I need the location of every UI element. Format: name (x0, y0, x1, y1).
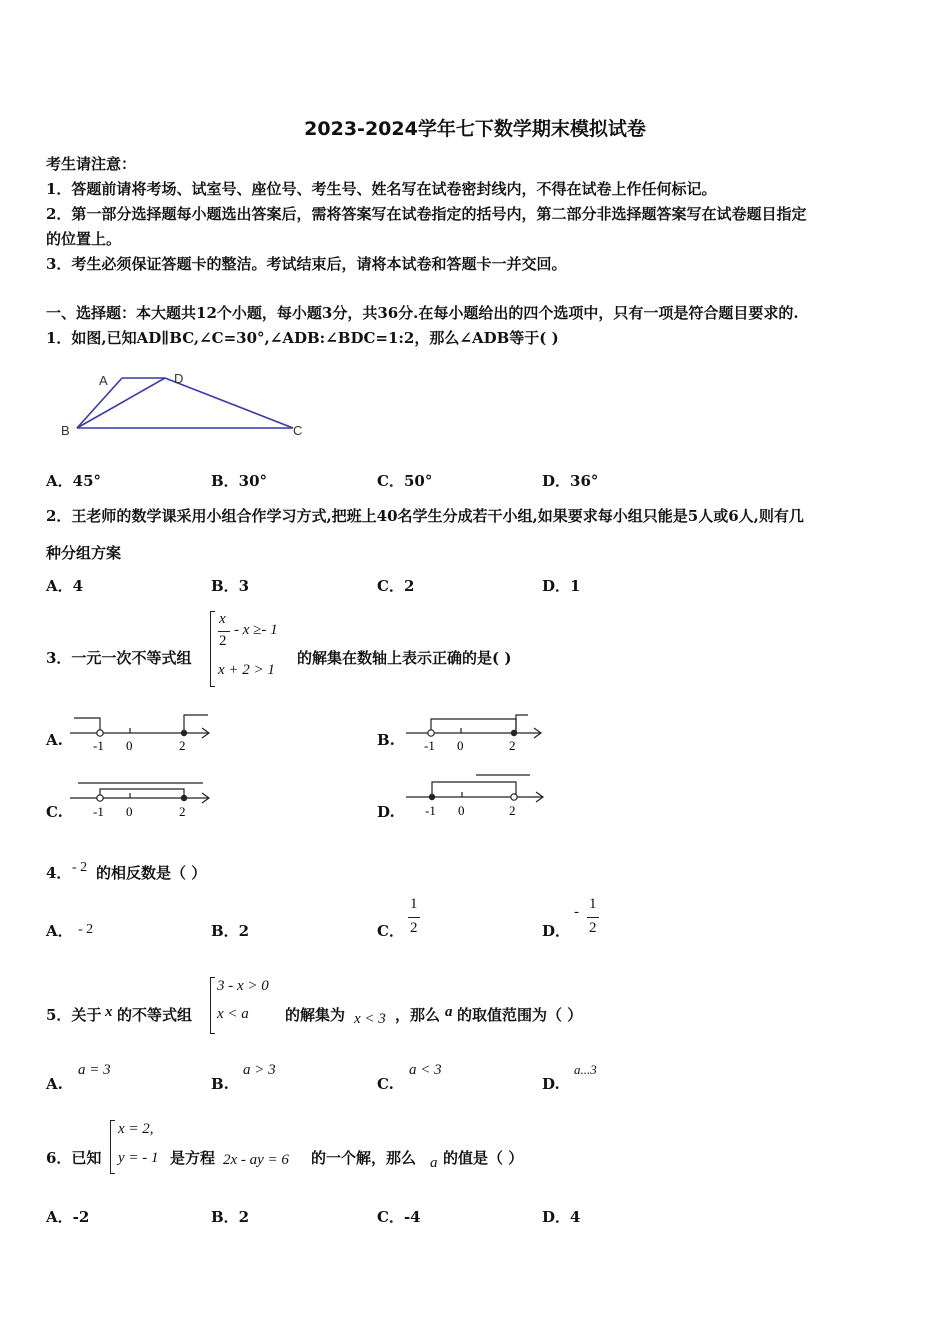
q3-option-c-letter[interactable]: C. (46, 803, 63, 821)
q1-option-b[interactable]: B．30° (211, 472, 268, 490)
q4-option-b[interactable]: B．2 (211, 922, 250, 940)
label-b: B (61, 423, 70, 438)
q5-solution: x < 3 (354, 1011, 386, 1027)
q6-stem-mid: 是方程 (170, 1149, 216, 1167)
q5-stem-tail: 的取值范围为（ ） (457, 1006, 583, 1024)
q2-option-a[interactable]: A．4 (46, 577, 84, 595)
q4-option-d-bar (587, 917, 599, 918)
q5-option-b-value[interactable]: a > 3 (243, 1062, 276, 1078)
svg-text:2: 2 (509, 738, 516, 753)
q3-option-d-letter[interactable]: D. (377, 803, 395, 821)
q6-option-c[interactable]: C．-4 (377, 1208, 421, 1226)
q4-option-c[interactable]: C． (377, 922, 404, 940)
q3-stem-suffix: 的解集在数轴上表示正确的是( ) (297, 649, 512, 667)
q3-option-b-letter[interactable]: B. (377, 731, 395, 749)
label-d: D (174, 371, 184, 386)
svg-text:-1: -1 (93, 738, 104, 753)
q5-option-d-value[interactable]: a...3 (574, 1062, 597, 1077)
q3-option-a-numberline[interactable] (68, 710, 218, 756)
svg-text:2: 2 (509, 803, 516, 818)
q4-stem: 的相反数是（ ） (96, 864, 207, 882)
q2-option-b[interactable]: B．3 (211, 577, 250, 595)
q4-option-d-num[interactable]: 1 (589, 896, 597, 912)
svg-text:0: 0 (458, 803, 465, 818)
q6-system-row1: x = 2, (118, 1121, 154, 1137)
label-a: A (99, 373, 108, 388)
q2-option-d[interactable]: D．1 (542, 577, 581, 595)
q5-solution-label: 的解集为 (285, 1006, 346, 1024)
q1-figure (55, 368, 315, 440)
q6-stem-mid2: 的一个解，那么 (311, 1149, 417, 1167)
q3-option-b-numberline[interactable] (398, 710, 548, 756)
q5-var-a: a (445, 1004, 453, 1020)
q4-option-c-den[interactable]: 2 (410, 920, 418, 936)
q5-option-a-value[interactable]: a = 3 (78, 1062, 111, 1078)
q5-option-d[interactable]: D. (542, 1075, 560, 1093)
q6-var-a: a (430, 1155, 438, 1171)
svg-text:0: 0 (457, 738, 464, 753)
q4-option-c-bar (408, 917, 420, 918)
q4-option-a-value[interactable]: - 2 (78, 922, 94, 937)
q5-var-x: x (105, 1004, 113, 1020)
svg-text:0: 0 (126, 804, 133, 819)
svg-text:0: 0 (126, 738, 133, 753)
svg-text:-1: -1 (425, 803, 436, 818)
q5-system-row1: 3 - x > 0 (217, 978, 269, 994)
q5-option-a[interactable]: A. (46, 1075, 63, 1093)
segment-dc (165, 378, 293, 428)
q3-system-brace (210, 611, 215, 687)
q1-option-d[interactable]: D．36° (542, 472, 599, 490)
q1-option-a[interactable]: A．45° (46, 472, 102, 490)
page-title: 2023-2024学年七下数学期末模拟试卷 (304, 118, 646, 140)
q3-stem-prefix: 3．一元一次不等式组 (46, 649, 192, 667)
q5-option-c-value[interactable]: a < 3 (409, 1062, 442, 1078)
q5-option-b[interactable]: B. (211, 1075, 229, 1093)
notice-item-1: 1．答题前请将考场、试室号、座位号、考生号、姓名写在试卷密封线内，不得在试卷上作任何标记。 (46, 180, 717, 198)
q3-option-c-numberline[interactable] (68, 778, 218, 824)
q6-option-a[interactable]: A．-2 (46, 1208, 90, 1226)
svg-text:-1: -1 (93, 804, 104, 819)
q3-system-row1: - x ≥- 1 (234, 622, 278, 638)
notice-item-2: 2．第一部分选择题每小题选出答案后，需将答案写在试卷指定的括号内，第二部分非选择题答案写在试卷题目指定 (46, 205, 807, 223)
q6-system-brace (110, 1120, 115, 1174)
q1-option-c[interactable]: C．50° (377, 472, 433, 490)
q5-stem-prefix: 5．关于 (46, 1006, 102, 1024)
q3-option-a-letter[interactable]: A. (46, 731, 63, 749)
q2-option-c[interactable]: C．2 (377, 577, 415, 595)
q4-option-d[interactable]: D． (542, 922, 571, 940)
q6-stem-prefix: 6．已知 (46, 1149, 102, 1167)
q3-option-d-numberline[interactable] (400, 770, 550, 822)
svg-text:-1: -1 (424, 738, 435, 753)
notice-heading: 考生请注意： (46, 155, 137, 173)
q3-fraction-num: x (219, 611, 226, 627)
notice-item-2-cont: 的位置上。 (46, 230, 122, 248)
q3-system-row2: x + 2 > 1 (218, 662, 275, 678)
q4-option-a[interactable]: A． (46, 922, 73, 940)
q4-option-d-sign[interactable]: - (574, 904, 579, 920)
q5-option-c[interactable]: C. (377, 1075, 394, 1093)
q3-fraction-bar (218, 631, 230, 632)
q1-stem: 1．如图,已知AD∥BC,∠C=30°,∠ADB:∠BDC=1:2，那么∠ADB等于( ) (46, 329, 559, 347)
q6-option-b[interactable]: B．2 (211, 1208, 250, 1226)
q4-number: 4． (46, 864, 72, 882)
q3-fraction-den: 2 (219, 633, 227, 649)
q5-system-brace (210, 977, 215, 1034)
q5-stem-mid: 的不等式组 (117, 1006, 193, 1024)
q2-stem-line2: 种分组方案 (46, 544, 122, 562)
q4-option-d-den[interactable]: 2 (589, 920, 597, 936)
svg-text:2: 2 (179, 738, 186, 753)
label-c: C (293, 423, 303, 438)
q5-stem-after: ，那么 (395, 1006, 441, 1024)
q6-option-d[interactable]: D．4 (542, 1208, 581, 1226)
q6-stem-tail: 的值是（ ） (443, 1149, 524, 1167)
q4-math: - 2 (72, 860, 88, 875)
svg-text:2: 2 (179, 804, 186, 819)
section-heading: 一、选择题：本大题共12个小题，每小题3分，共36分.在每小题给出的四个选项中，只有一项是符合题目要求的. (46, 304, 799, 322)
q2-stem-line1: 2．王老师的数学课采用小组合作学习方式,把班上40名学生分成若干小组,如果要求每小组只能是5人或6人,则有几 (46, 507, 804, 525)
segment-bd (77, 378, 165, 428)
q4-option-c-num[interactable]: 1 (410, 896, 418, 912)
notice-item-3: 3．考生必须保证答题卡的整洁。考试结束后，请将本试卷和答题卡一并交回。 (46, 255, 567, 273)
q6-equation: 2x - ay = 6 (223, 1152, 289, 1168)
q5-system-row2: x < a (217, 1006, 249, 1022)
q6-system-row2: y = - 1 (118, 1150, 159, 1166)
